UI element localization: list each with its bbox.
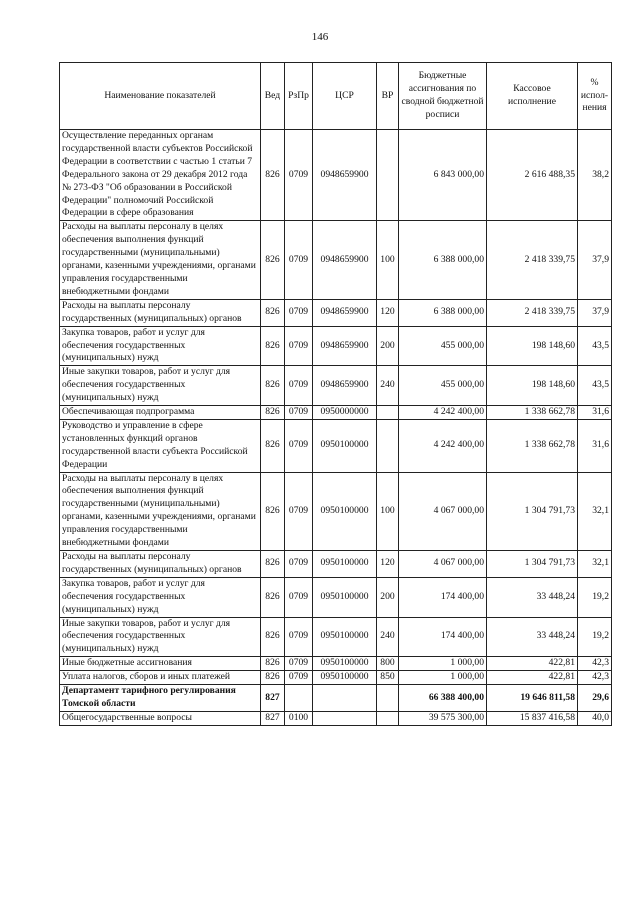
cell-rzpr: 0709 [285, 671, 313, 685]
cell-name: Закупка товаров, работ и услуг для обеспечения государственных (муниципальных) нужд [60, 577, 261, 617]
cell-rzpr: 0709 [285, 472, 313, 550]
cell-cash: 1 338 662,78 [487, 406, 578, 420]
table-row [60, 221, 612, 299]
table-row [60, 326, 612, 366]
cell-csr: 0950000000 [313, 406, 377, 420]
cell-csr: 0950100000 [313, 577, 377, 617]
cell-name: Руководство и управление в сфере установленных функций органов государственной власти субъекта Российской Федерации [60, 419, 261, 472]
cell-percent: 43,5 [578, 366, 612, 406]
table-row [60, 130, 612, 221]
cell-rzpr: 0709 [285, 419, 313, 472]
table-row [60, 419, 612, 472]
cell-ved: 826 [261, 472, 285, 550]
cell-percent: 42,3 [578, 657, 612, 671]
cell-rzpr [285, 685, 313, 712]
cell-csr: 0950100000 [313, 617, 377, 657]
cell-cash: 2 418 339,75 [487, 221, 578, 299]
cell-vr: 240 [377, 617, 399, 657]
cell-budget: 455 000,00 [399, 366, 487, 406]
cell-ved: 826 [261, 671, 285, 685]
cell-rzpr: 0709 [285, 406, 313, 420]
cell-ved: 826 [261, 577, 285, 617]
table-row [60, 551, 612, 578]
cell-ved: 826 [261, 657, 285, 671]
cell-name: Иные закупки товаров, работ и услуг для обеспечения государственных (муниципальных) нужд [60, 366, 261, 406]
cell-csr: 0950100000 [313, 657, 377, 671]
cell-cash: 19 646 811,58 [487, 685, 578, 712]
cell-budget: 1 000,00 [399, 671, 487, 685]
cell-vr [377, 685, 399, 712]
cell-vr [377, 406, 399, 420]
cell-percent: 38,2 [578, 130, 612, 221]
cell-budget: 39 575 300,00 [399, 711, 487, 725]
cell-ved: 827 [261, 711, 285, 725]
cell-csr: 0948659900 [313, 221, 377, 299]
cell-csr: 0950100000 [313, 551, 377, 578]
cell-cash: 1 304 791,73 [487, 551, 578, 578]
cell-budget: 455 000,00 [399, 326, 487, 366]
cell-budget: 174 400,00 [399, 577, 487, 617]
cell-vr: 800 [377, 657, 399, 671]
cell-cash: 2 418 339,75 [487, 299, 578, 326]
header-name: Наименование показателей [60, 63, 261, 130]
cell-vr: 240 [377, 366, 399, 406]
table-row [60, 657, 612, 671]
cell-rzpr: 0709 [285, 577, 313, 617]
table-header-row [60, 63, 612, 130]
cell-ved: 826 [261, 406, 285, 420]
cell-name: Закупка товаров, работ и услуг для обеспечения государственных (муниципальных) нужд [60, 326, 261, 366]
header-budget: Бюджетные ассигнования по сводной бюджетной росписи [399, 63, 487, 130]
cell-name: Расходы на выплаты персоналу государственных (муниципальных) органов [60, 299, 261, 326]
cell-percent: 29,6 [578, 685, 612, 712]
cell-rzpr: 0709 [285, 130, 313, 221]
cell-budget: 6 388 000,00 [399, 221, 487, 299]
cell-vr: 850 [377, 671, 399, 685]
cell-ved: 826 [261, 221, 285, 299]
cell-vr: 200 [377, 577, 399, 617]
cell-ved: 827 [261, 685, 285, 712]
cell-cash: 15 837 416,58 [487, 711, 578, 725]
cell-percent: 32,1 [578, 551, 612, 578]
cell-vr [377, 711, 399, 725]
cell-name: Иные бюджетные ассигнования [60, 657, 261, 671]
header-vr: ВР [377, 63, 399, 130]
cell-csr [313, 685, 377, 712]
cell-csr: 0948659900 [313, 326, 377, 366]
cell-ved: 826 [261, 617, 285, 657]
cell-rzpr: 0709 [285, 551, 313, 578]
cell-budget: 6 843 000,00 [399, 130, 487, 221]
cell-cash: 1 304 791,73 [487, 472, 578, 550]
cell-ved: 826 [261, 130, 285, 221]
cell-cash: 198 148,60 [487, 366, 578, 406]
cell-name: Расходы на выплаты персоналу государственных (муниципальных) органов [60, 551, 261, 578]
header-percent: % испол-нения [578, 63, 612, 130]
cell-csr: 0950100000 [313, 472, 377, 550]
cell-csr [313, 711, 377, 725]
cell-rzpr: 0709 [285, 299, 313, 326]
cell-cash: 422,81 [487, 657, 578, 671]
table-row [60, 711, 612, 725]
cell-percent: 32,1 [578, 472, 612, 550]
header-cash: Кассовое исполнение [487, 63, 578, 130]
header-rzpr: РзПр [285, 63, 313, 130]
cell-ved: 826 [261, 299, 285, 326]
cell-cash: 2 616 488,35 [487, 130, 578, 221]
cell-percent: 19,2 [578, 617, 612, 657]
cell-csr: 0948659900 [313, 130, 377, 221]
cell-budget: 4 242 400,00 [399, 406, 487, 420]
cell-name: Расходы на выплаты персоналу в целях обеспечения выполнения функций государственными (муниципальными) органами, казенными учреждениями, органами управления государственными внебюджетными фондами [60, 472, 261, 550]
cell-name: Департамент тарифного регулирования Томской области [60, 685, 261, 712]
cell-ved: 826 [261, 326, 285, 366]
table-row [60, 472, 612, 550]
cell-percent: 42,3 [578, 671, 612, 685]
cell-budget: 6 388 000,00 [399, 299, 487, 326]
cell-csr: 0950100000 [313, 419, 377, 472]
cell-vr: 120 [377, 299, 399, 326]
table-row [60, 577, 612, 617]
cell-rzpr: 0709 [285, 221, 313, 299]
cell-budget: 4 067 000,00 [399, 551, 487, 578]
cell-csr: 0948659900 [313, 366, 377, 406]
cell-name: Уплата налогов, сборов и иных платежей [60, 671, 261, 685]
table-row [60, 406, 612, 420]
cell-name: Иные закупки товаров, работ и услуг для обеспечения государственных (муниципальных) нужд [60, 617, 261, 657]
cell-percent: 31,6 [578, 419, 612, 472]
cell-percent: 37,9 [578, 299, 612, 326]
cell-name: Обеспечивающая подпрограмма [60, 406, 261, 420]
header-ved: Вед [261, 63, 285, 130]
cell-cash: 422,81 [487, 671, 578, 685]
table-row [60, 299, 612, 326]
cell-budget: 4 067 000,00 [399, 472, 487, 550]
header-csr: ЦСР [313, 63, 377, 130]
cell-ved: 826 [261, 419, 285, 472]
cell-ved: 826 [261, 366, 285, 406]
cell-percent: 37,9 [578, 221, 612, 299]
cell-vr: 100 [377, 221, 399, 299]
table-row [60, 671, 612, 685]
cell-csr: 0950100000 [313, 671, 377, 685]
cell-csr: 0948659900 [313, 299, 377, 326]
cell-budget: 174 400,00 [399, 617, 487, 657]
cell-cash: 198 148,60 [487, 326, 578, 366]
cell-budget: 1 000,00 [399, 657, 487, 671]
cell-name: Общегосударственные вопросы [60, 711, 261, 725]
table-row [60, 617, 612, 657]
cell-vr: 200 [377, 326, 399, 366]
cell-name: Осуществление переданных органам государственной власти субъектов Российской Федерации в соответствии с частью 1 статьи 7 Федерального закона от 29 декабря 2012 года № 273-ФЗ "Об образовании в Российской Федерации" полномочий Российской Федерации в сфере образования [60, 130, 261, 221]
cell-cash: 33 448,24 [487, 577, 578, 617]
cell-rzpr: 0709 [285, 617, 313, 657]
cell-rzpr: 0709 [285, 326, 313, 366]
cell-cash: 1 338 662,78 [487, 419, 578, 472]
table-row [60, 685, 612, 712]
cell-budget: 66 388 400,00 [399, 685, 487, 712]
cell-name: Расходы на выплаты персоналу в целях обеспечения выполнения функций государственными (муниципальными) органами, казенными учреждениями, органами управления государственными внебюджетными фондами [60, 221, 261, 299]
cell-vr [377, 130, 399, 221]
cell-percent: 43,5 [578, 326, 612, 366]
table-row [60, 366, 612, 406]
budget-execution-table [59, 62, 612, 726]
cell-budget: 4 242 400,00 [399, 419, 487, 472]
cell-rzpr: 0709 [285, 657, 313, 671]
cell-vr: 120 [377, 551, 399, 578]
cell-ved: 826 [261, 551, 285, 578]
page-number: 146 [311, 31, 329, 43]
cell-percent: 31,6 [578, 406, 612, 420]
cell-percent: 19,2 [578, 577, 612, 617]
cell-vr: 100 [377, 472, 399, 550]
cell-cash: 33 448,24 [487, 617, 578, 657]
cell-vr [377, 419, 399, 472]
cell-rzpr: 0100 [285, 711, 313, 725]
cell-percent: 40,0 [578, 711, 612, 725]
cell-rzpr: 0709 [285, 366, 313, 406]
